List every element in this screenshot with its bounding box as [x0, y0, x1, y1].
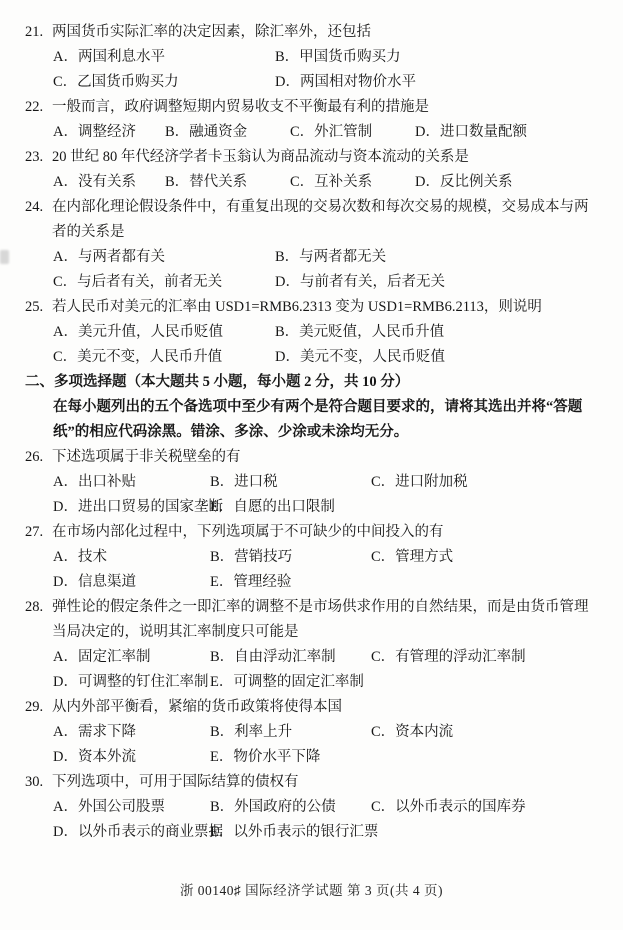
question-text: 若人民币对美元的汇率由 USD1=RMB6.2313 变为 USD1=RMB6.2113，则说明	[52, 299, 542, 315]
question-line	[0, 20, 623, 45]
page-footer: 浙 00140♯ 国际经济学试题 第 3 页(共 4 页)	[179, 883, 444, 898]
question	[0, 195, 623, 295]
question-number: 23.	[25, 149, 44, 165]
question-number: 28.	[25, 599, 44, 615]
option-grid	[53, 45, 623, 95]
question	[0, 95, 623, 145]
option-A: A．没有关系	[53, 174, 136, 190]
option-E: E．自愿的出口限制	[210, 499, 335, 515]
question	[0, 445, 623, 520]
option-C: C．美元不变，人民币升值	[53, 349, 223, 365]
option-grid	[53, 320, 623, 370]
question-number: 27.	[25, 524, 44, 540]
question-number: 22.	[25, 99, 44, 115]
single-choice-question-list	[0, 20, 623, 370]
option-A: A．两国利息水平	[53, 49, 165, 65]
question-line	[0, 195, 623, 245]
option-E: E．管理经验	[210, 574, 292, 590]
question-text: 在内部化理论假设条件中，有重复出现的交易次数和每次交易的规模，交易成本与两者的关系是	[52, 199, 589, 240]
question	[0, 295, 623, 370]
option-grid	[53, 170, 623, 195]
question-line	[0, 295, 623, 320]
option-A: A．外国公司股票	[53, 799, 165, 815]
question	[0, 20, 623, 95]
option-A: A．美元升值，人民币贬值	[53, 324, 223, 340]
question-text: 20 世纪 80 年代经济学者卡玉翁认为商品流动与资本流动的关系是	[52, 149, 469, 165]
question-text: 从内外部平衡看，紧缩的货币政策将使得本国	[52, 699, 342, 715]
question-text: 两国货币实际汇率的决定因素，除汇率外，还包括	[52, 24, 371, 40]
question-line	[0, 445, 623, 470]
option-A: A．技术	[53, 549, 107, 565]
multi-choice-section-instructions: 在每小题列出的五个备选项中至少有两个是符合题目要求的，请将其选出并将“答题纸”的相应代码涂黑。错涂、多涂、少涂或未涂均无分。	[53, 399, 583, 440]
option-E: E．物价水平下降	[210, 749, 321, 765]
option-D: D．两国相对物价水平	[275, 74, 416, 90]
scan-artifact	[0, 250, 9, 264]
option-B: B．进口税	[210, 474, 278, 490]
question-number: 24.	[25, 199, 44, 215]
option-B: B．营销技巧	[210, 549, 293, 565]
option-A: A．需求下降	[53, 724, 136, 740]
question-line	[0, 520, 623, 545]
option-A: A．出口补贴	[53, 474, 136, 490]
option-B: B．替代关系	[165, 174, 248, 190]
option-A: A．与两者都有关	[53, 249, 165, 265]
option-C: C．管理方式	[371, 549, 454, 565]
option-C: C．乙国货币购买力	[53, 74, 179, 90]
option-C: C．外汇管制	[290, 124, 373, 140]
option-C: C．与后者有关，前者无关	[53, 274, 223, 290]
option-grid	[53, 795, 623, 845]
option-D: D．进出口贸易的国家垄断	[53, 499, 223, 515]
question-line	[0, 95, 623, 120]
option-grid	[53, 645, 623, 695]
option-D: D．美元不变，人民币贬值	[275, 349, 445, 365]
option-D: D．可调整的钉住汇率制	[53, 674, 209, 690]
option-D: D．信息渠道	[53, 574, 136, 590]
option-C: C．互补关系	[290, 174, 373, 190]
option-B: B．与两者都无关	[275, 249, 387, 265]
question-line	[0, 145, 623, 170]
option-C: C．资本内流	[371, 724, 454, 740]
option-C: C．有管理的浮动汇率制	[371, 649, 526, 665]
option-grid	[53, 120, 623, 145]
question	[0, 520, 623, 595]
option-D: D．反比例关系	[415, 174, 513, 190]
option-E: E．可调整的固定汇率制	[210, 674, 364, 690]
option-grid	[53, 720, 623, 770]
option-A: A．调整经济	[53, 124, 136, 140]
option-C: C．以外币表示的国库券	[371, 799, 526, 815]
question-text: 一般而言，政府调整短期内贸易收支不平衡最有利的措施是	[52, 99, 429, 115]
multi-choice-section	[0, 370, 623, 845]
question-line	[0, 595, 623, 645]
option-D: D．与前者有关，后者无关	[275, 274, 445, 290]
multi-choice-section-title: 二、多项选择题（本大题共 5 小题，每小题 2 分，共 10 分）	[25, 374, 410, 390]
question-text: 在市场内部化过程中，下列选项属于不可缺少的中间投入的有	[52, 524, 444, 540]
question	[0, 595, 623, 695]
option-grid	[53, 545, 623, 595]
question-line	[0, 695, 623, 720]
question-number: 30.	[25, 774, 44, 790]
question-line	[0, 770, 623, 795]
option-B: B．利率上升	[210, 724, 293, 740]
option-grid	[53, 245, 623, 295]
option-D: D．以外币表示的商业票据	[53, 824, 223, 840]
question-text: 弹性论的假定条件之一即汇率的调整不是市场供求作用的自然结果，而是由货币管理当局决定的，说明其汇率制度只可能是	[52, 599, 589, 640]
option-B: B．美元贬值，人民币升值	[275, 324, 445, 340]
question-number: 25.	[25, 299, 44, 315]
option-A: A．固定汇率制	[53, 649, 151, 665]
question-number: 21.	[25, 24, 44, 40]
option-B: B．自由浮动汇率制	[210, 649, 336, 665]
option-D: D．进口数量配额	[415, 124, 527, 140]
option-C: C．进口附加税	[371, 474, 468, 490]
question	[0, 145, 623, 195]
option-B: B．融通资金	[165, 124, 248, 140]
option-D: D．资本外流	[53, 749, 136, 765]
question	[0, 770, 623, 845]
question	[0, 695, 623, 770]
multi-choice-question-list	[0, 445, 623, 845]
option-B: B．甲国货币购买力	[275, 49, 401, 65]
question-text: 下列选项中，可用于国际结算的债权有	[52, 774, 299, 790]
question-text: 下述选项属于非关税壁垒的有	[52, 449, 241, 465]
question-number: 29.	[25, 699, 44, 715]
option-grid	[53, 470, 623, 520]
option-E: E．以外币表示的银行汇票	[210, 824, 379, 840]
question-number: 26.	[25, 449, 44, 465]
option-B: B．外国政府的公债	[210, 799, 336, 815]
